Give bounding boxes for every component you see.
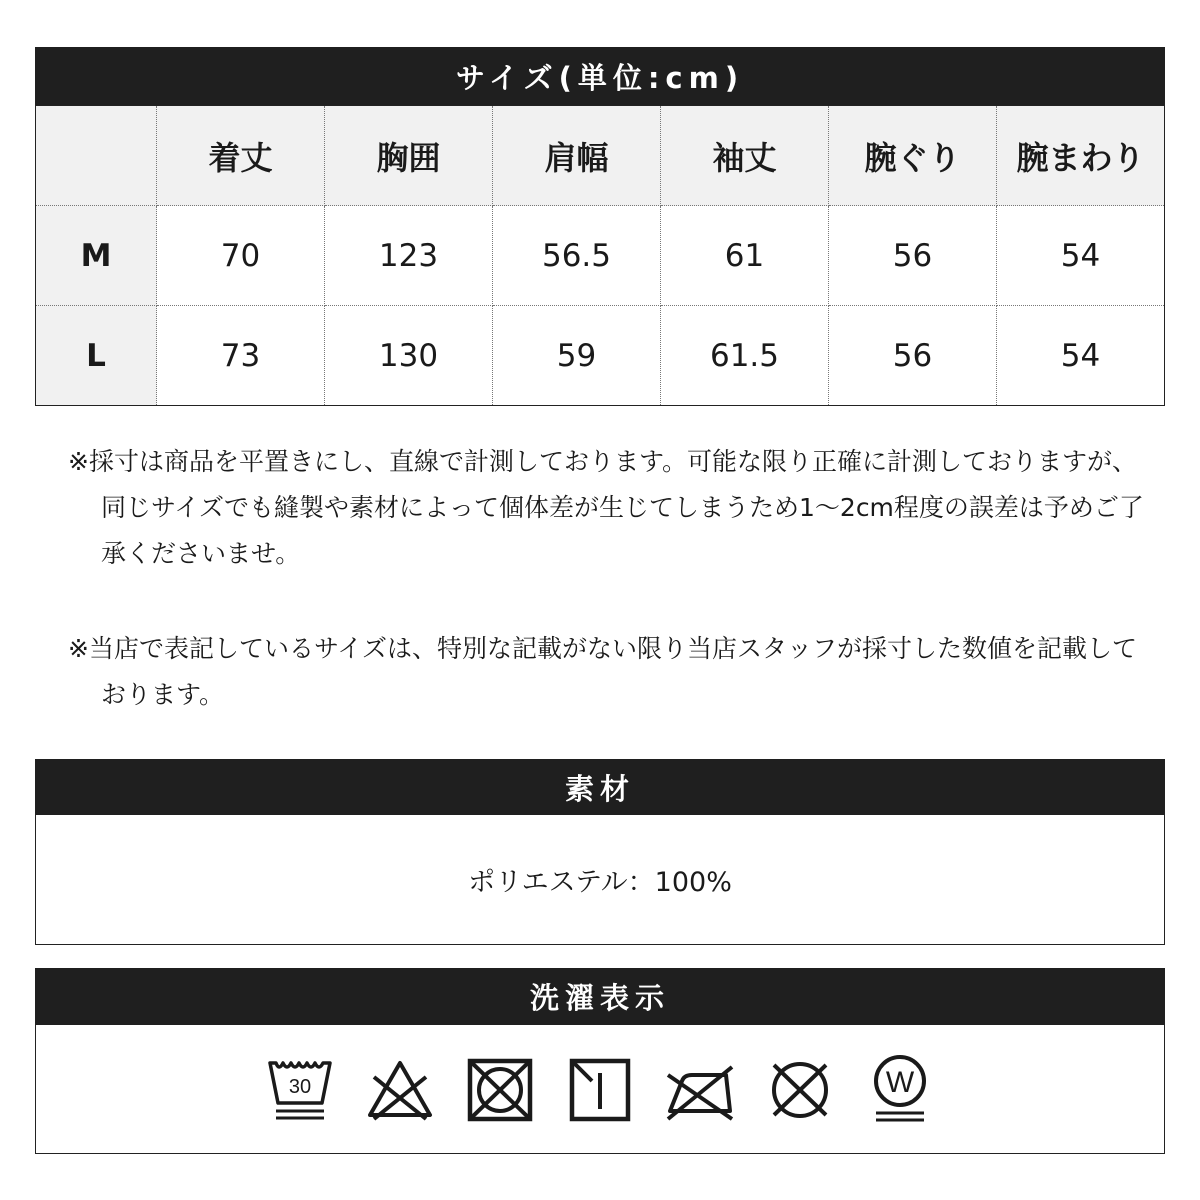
material-value: ポリエステル：100%	[468, 867, 732, 898]
table-cell: 130	[325, 306, 493, 406]
row-label: M	[36, 206, 157, 306]
table-cell: 56.5	[493, 206, 661, 306]
table-cell: 54	[1060, 337, 1101, 374]
table-cell: 56	[829, 306, 997, 406]
material-section-title: 素材	[35, 759, 1165, 815]
table-row	[36, 306, 1165, 406]
column-header: 胸囲	[325, 106, 493, 206]
table-cell: 73	[157, 306, 325, 406]
table-cell: 56	[829, 206, 997, 306]
no-bleach-icon	[364, 1053, 436, 1125]
column-header: 腕まわり	[997, 106, 1165, 206]
measurement-note-text: ※採寸は商品を平置きにし、直線で計測しております。可能な限り正確に計測しておりますが、同じサイズでも縫製や素材によって個体差が生じてしまうため1〜2cm程度の誤差は予めご了承くださいませ。	[68, 447, 1144, 568]
table-cell: 59	[493, 306, 661, 406]
column-header: 肩幅	[493, 106, 661, 206]
size-source-note	[68, 626, 1148, 718]
wash-30-gentle-icon	[264, 1053, 336, 1125]
material-box	[35, 815, 1165, 945]
size-table-block	[35, 47, 1165, 406]
size-table-header-row	[36, 106, 1165, 206]
column-header: 袖丈	[661, 106, 829, 206]
table-cell: 54	[997, 206, 1165, 306]
line-dry-shade-icon	[564, 1053, 636, 1125]
column-header: 着丈	[157, 106, 325, 206]
table-cell: 61.5	[661, 306, 829, 406]
no-dry-clean-icon	[764, 1053, 836, 1125]
column-header: 腕ぐり	[829, 106, 997, 206]
table-cell: 123	[325, 206, 493, 306]
size-table	[35, 105, 1165, 406]
no-tumble-dry-icon	[464, 1053, 536, 1125]
wash-temperature: 30	[288, 1076, 312, 1098]
size-table-corner-cell	[36, 106, 157, 206]
size-section-title: サイズ(単位:cm)	[35, 47, 1165, 105]
table-cell: 70	[157, 206, 325, 306]
table-row	[36, 206, 1165, 306]
size-source-note-text: ※当店で表記しているサイズは、特別な記載がない限り当店スタッフが採寸した数値を記載しております。	[68, 634, 1137, 709]
wet-clean-gentle-icon	[864, 1053, 936, 1125]
row-label: L	[36, 306, 157, 406]
care-section-title: 洗濯表示	[35, 968, 1165, 1025]
no-iron-icon	[664, 1053, 736, 1125]
measurement-note	[68, 439, 1148, 577]
care-icons-row	[35, 1025, 1165, 1154]
table-cell: 61	[661, 206, 829, 306]
wet-clean-letter: W	[885, 1066, 915, 1099]
